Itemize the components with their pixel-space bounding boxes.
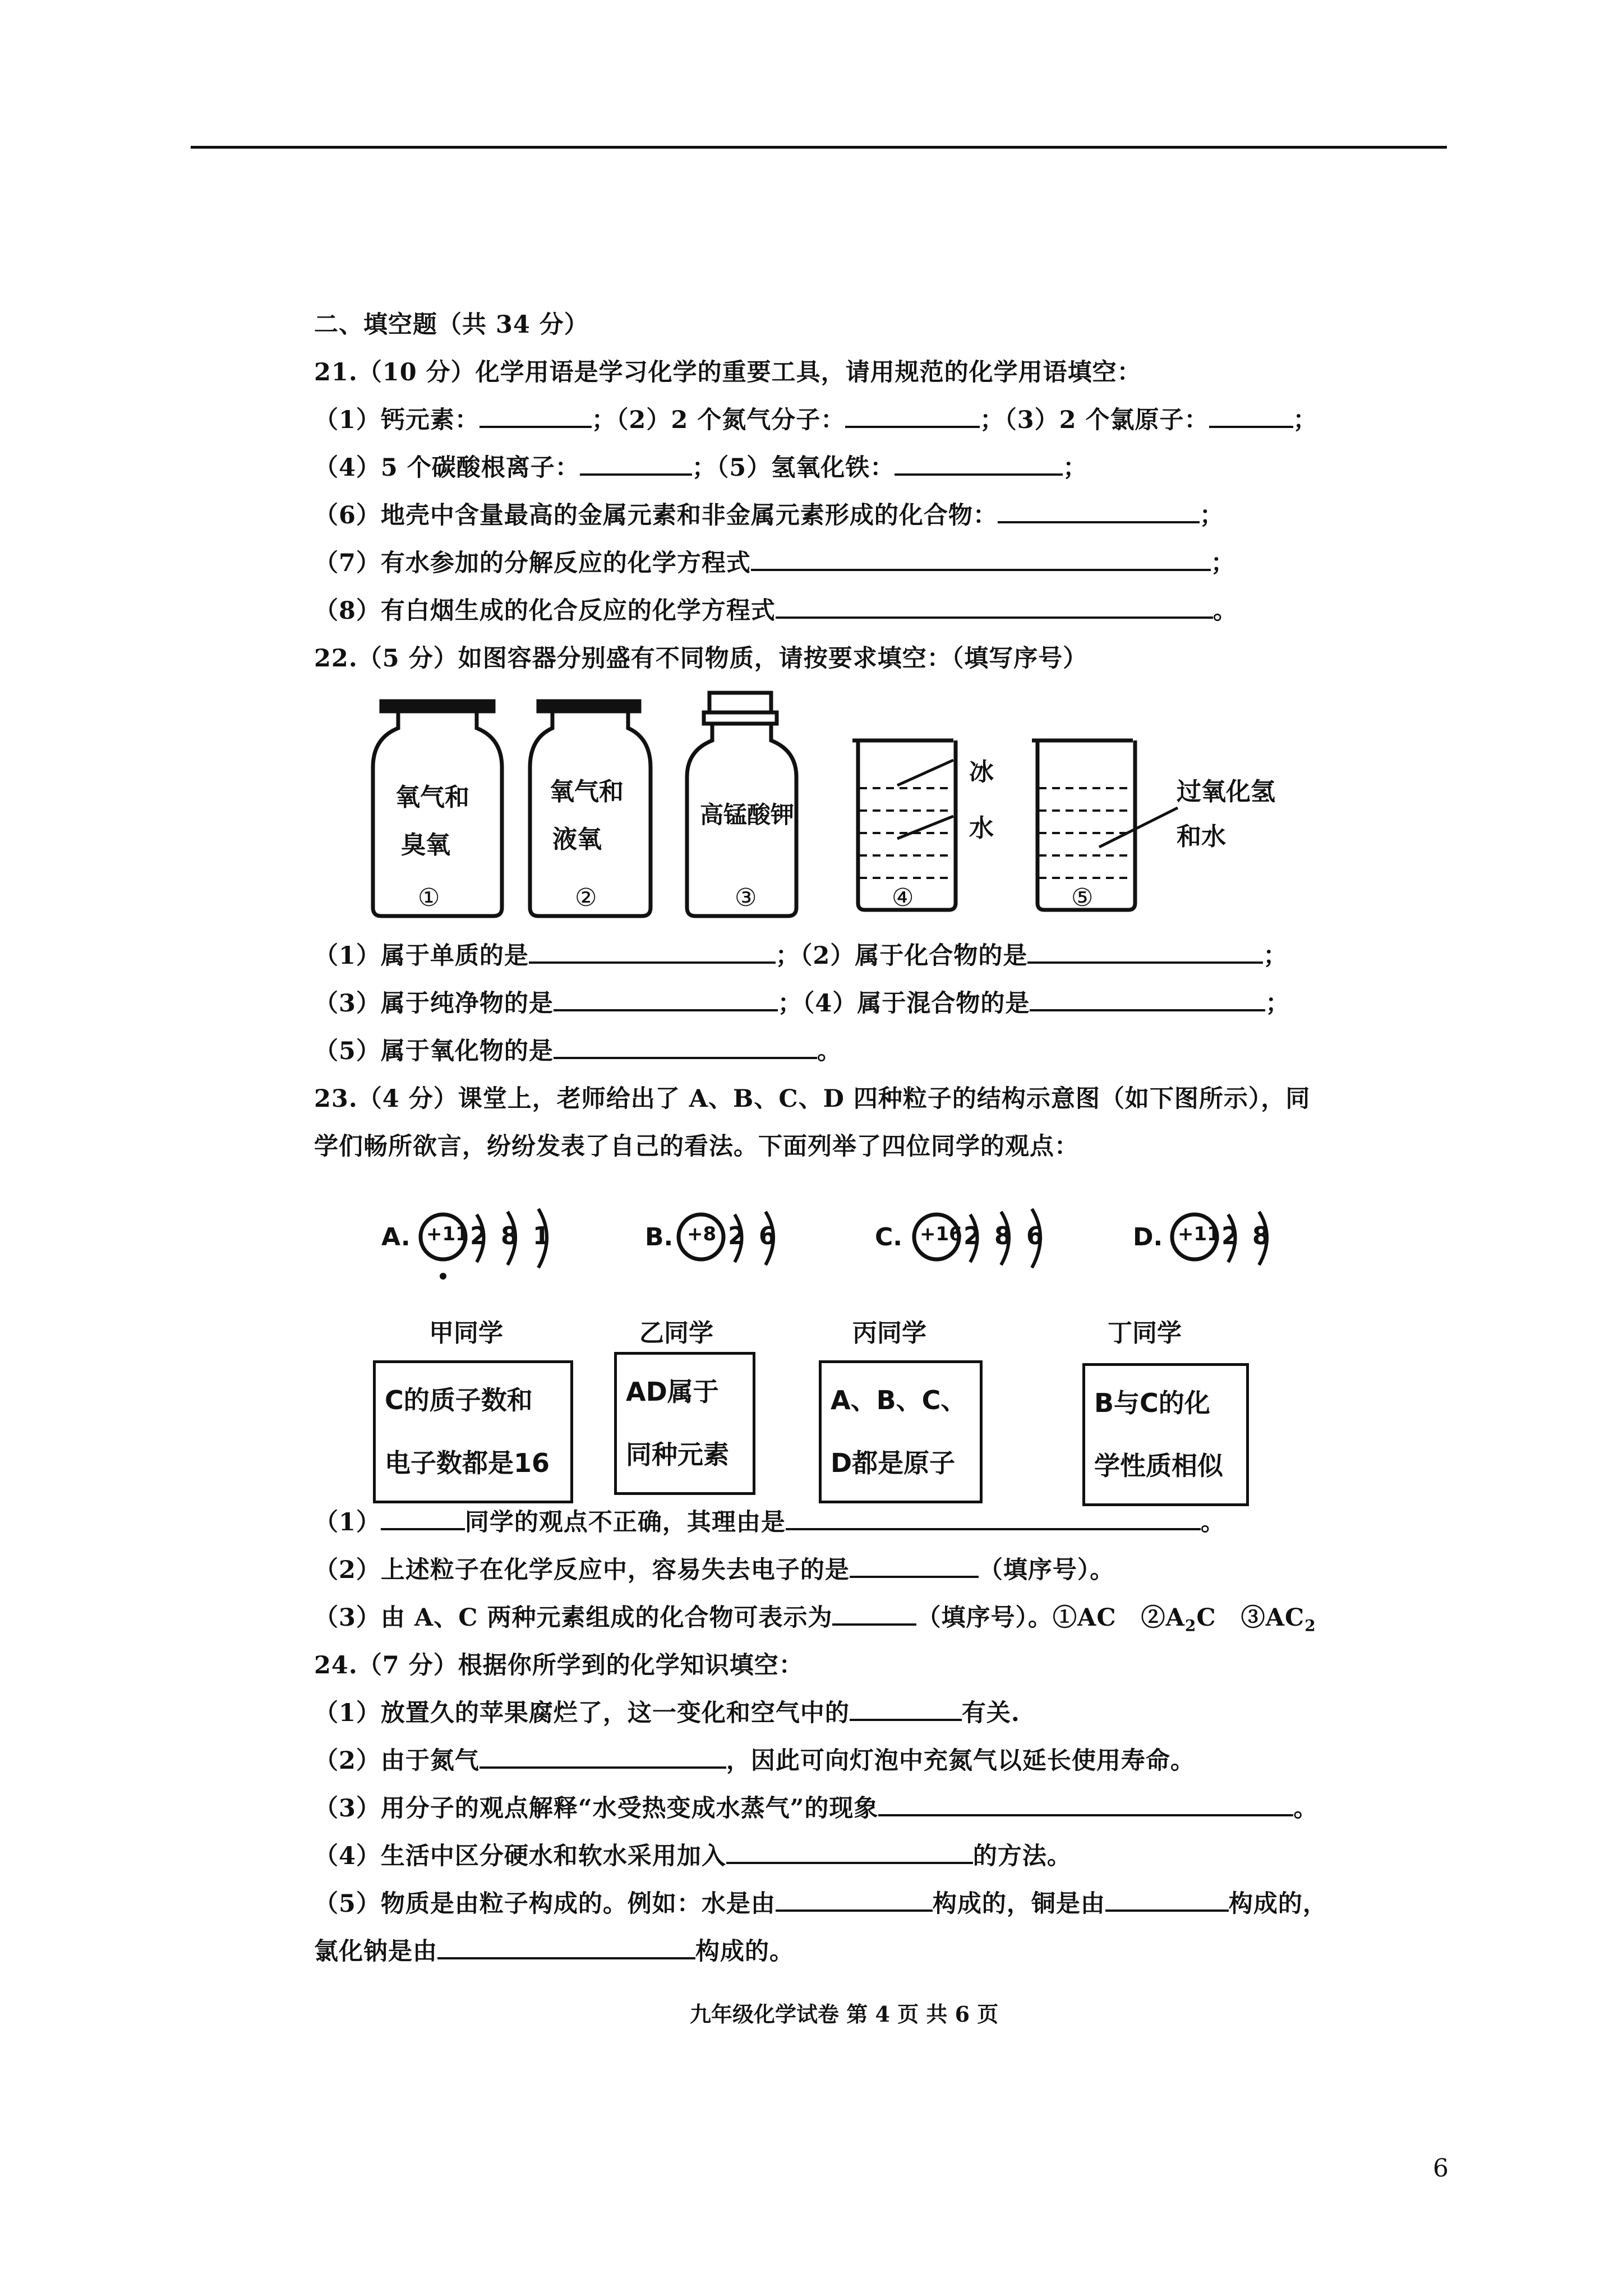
container-1-label-2: 臭氧 bbox=[401, 831, 450, 859]
container-4-label-water: 水 bbox=[969, 814, 994, 843]
particle-a-shell-3: 1 bbox=[533, 1222, 550, 1250]
student-jia-name: 甲同学 bbox=[429, 1319, 503, 1347]
container-5-label-2: 和水 bbox=[1177, 822, 1226, 851]
particle-diagrams bbox=[370, 1200, 1324, 1290]
container-5-label-1: 过氧化氢 bbox=[1177, 777, 1275, 806]
page-footer: 九年级化学试卷 第 4 页 共 6 页 bbox=[690, 2001, 999, 2027]
container-2-label-2: 液氧 bbox=[552, 825, 602, 854]
particle-c-label: C. bbox=[875, 1223, 903, 1251]
answer-blank[interactable] bbox=[786, 1509, 1201, 1530]
answer-blank[interactable] bbox=[554, 1038, 817, 1059]
particle-b-label: B. bbox=[645, 1223, 674, 1251]
particle-a-shell-1: 2 bbox=[470, 1222, 487, 1250]
answer-blank[interactable] bbox=[845, 407, 980, 428]
answer-blank[interactable] bbox=[1027, 942, 1263, 964]
answer-blank[interactable] bbox=[1030, 990, 1265, 1011]
particle-b-shell-2: 6 bbox=[759, 1222, 776, 1250]
q24-row2: （2）由于氮气 ，因此可向灯泡中充氮气以延长使用寿命。 bbox=[314, 1747, 1195, 1775]
q21-row5: （8）有白烟生成的化合反应的化学方程式 。 bbox=[314, 597, 1238, 625]
container-5-number: ⑤ bbox=[1071, 884, 1094, 912]
q21-row3: （6）地壳中含量最高的金属元素和非金属元素形成的化合物： ； bbox=[314, 501, 1224, 530]
section-title: 二、填空题（共 34 分） bbox=[314, 311, 589, 339]
particle-c-shell-2: 8 bbox=[994, 1222, 1012, 1250]
q22-row2: （3）属于纯净物的是 ；（4）属于混合物的是 ； bbox=[314, 990, 1290, 1018]
particle-c-shell-1: 2 bbox=[963, 1222, 981, 1250]
particle-c-nucleus: +16 bbox=[920, 1223, 962, 1245]
particle-d-shell-1: 2 bbox=[1221, 1222, 1239, 1250]
student-yi-box: AD属于 同种元素 bbox=[614, 1352, 755, 1495]
answer-blank[interactable] bbox=[479, 1747, 726, 1769]
answer-blank[interactable] bbox=[580, 454, 692, 476]
particle-a-nucleus: +11 bbox=[426, 1223, 469, 1245]
answer-blank[interactable] bbox=[776, 597, 1213, 619]
q23-intro-1: 23.（4 分）课堂上，老师给出了 A、B、C、D 四种粒子的结构示意图（如下图所示），同 bbox=[314, 1085, 1311, 1113]
q23-row2: （2）上述粒子在化学反应中，容易失去电子的是 （填序号）。 bbox=[314, 1556, 1115, 1584]
q23-row1: （1） 同学的观点不正确，其理由是 。 bbox=[314, 1508, 1225, 1536]
q23-intro-2: 学们畅所欲言，纷纷发表了自己的看法。下面列举了四位同学的观点： bbox=[314, 1133, 1079, 1161]
q24-row5: （5）物质是由粒子构成的。例如：水是由 构成的，铜是由 构成的， bbox=[314, 1890, 1327, 1918]
beaker-5-icon bbox=[1032, 740, 1178, 910]
particle-c-shell-3: 6 bbox=[1026, 1222, 1044, 1250]
q24-row1: （1）放置久的苹果腐烂了，这一变化和空气中的 有关. bbox=[314, 1699, 1020, 1727]
answer-blank[interactable] bbox=[878, 1795, 1293, 1816]
particle-d-nucleus: +11 bbox=[1178, 1223, 1220, 1245]
container-3-label: 高锰酸钾 bbox=[700, 801, 795, 829]
q23-row3: （3）由 A、C 两种元素组成的化合物可表示为 （填序号）。①AC $②A_2C$ $③AC_2$ bbox=[314, 1604, 1316, 1635]
answer-blank[interactable] bbox=[437, 1938, 695, 1959]
q24-row3: （3）用分子的观点解释“水受热变成水蒸气”的现象 。 bbox=[314, 1795, 1318, 1823]
answer-blank[interactable] bbox=[726, 1843, 973, 1864]
student-ding-box: B与C的化 学性质相似 bbox=[1082, 1363, 1249, 1506]
student-bing-box: A、B、C、 D都是原子 bbox=[819, 1360, 983, 1503]
answer-blank[interactable] bbox=[776, 1890, 933, 1912]
particle-d-label: D. bbox=[1133, 1223, 1163, 1251]
q24-row6: 氯化钠是由 构成的。 bbox=[314, 1938, 794, 1966]
answer-blank[interactable] bbox=[895, 454, 1063, 476]
answer-blank[interactable] bbox=[998, 502, 1200, 523]
particle-a-icon bbox=[415, 1200, 583, 1290]
q24-row4: （4）生活中区分硬水和软水采用加入 的方法。 bbox=[314, 1842, 1072, 1870]
particle-a-label: A. bbox=[381, 1223, 411, 1251]
answer-blank[interactable] bbox=[529, 942, 776, 964]
top-rule bbox=[191, 146, 1447, 149]
container-3-number: ③ bbox=[735, 884, 757, 912]
answer-blank[interactable] bbox=[381, 1509, 465, 1530]
particle-a-shell-2: 8 bbox=[501, 1222, 518, 1250]
q24-intro: 24.（7 分）根据你所学到的化学知识填空： bbox=[314, 1651, 804, 1680]
particle-b-nucleus: +8 bbox=[687, 1223, 717, 1245]
answer-blank[interactable] bbox=[751, 550, 1211, 571]
answer-blank[interactable] bbox=[850, 1557, 979, 1578]
q21-row2: （4）5 个碳酸根离子： ；（5）氢氧化铁： ； bbox=[314, 454, 1088, 482]
container-2-number: ② bbox=[575, 884, 597, 912]
container-1-label-1: 氧气和 bbox=[395, 783, 469, 812]
q22-row1: （1）属于单质的是 ；（2）属于化合物的是 ； bbox=[314, 942, 1288, 970]
answer-blank[interactable] bbox=[1105, 1890, 1229, 1912]
container-4-label-ice: 冰 bbox=[969, 758, 994, 786]
answer-blank[interactable] bbox=[479, 407, 592, 428]
containers-diagram bbox=[359, 690, 1312, 926]
particle-d-shell-2: 8 bbox=[1252, 1222, 1270, 1250]
answer-blank[interactable] bbox=[554, 990, 778, 1011]
particle-b-shell-1: 2 bbox=[728, 1222, 745, 1250]
student-bing-name: 丙同学 bbox=[852, 1319, 926, 1347]
q21-intro: 21.（10 分）化学用语是学习化学的重要工具，请用规范的化学用语填空： bbox=[314, 358, 1142, 386]
q22-row3: （5）属于氧化物的是 。 bbox=[314, 1037, 842, 1065]
answer-blank[interactable] bbox=[850, 1700, 962, 1721]
container-1-number: ① bbox=[418, 884, 440, 912]
q21-row1: （1）钙元素： ；（2）2 个氮气分子： ；（3）2 个氯原子： ； bbox=[314, 406, 1318, 434]
q21-row4: （7）有水参加的分解反应的化学方程式 ； bbox=[314, 549, 1235, 577]
q22-intro: 22.（5 分）如图容器分别盛有不同物质，请按要求填空：（填写序号） bbox=[314, 645, 1088, 673]
student-jia-box: C的质子数和 电子数都是16 bbox=[373, 1360, 573, 1503]
student-ding-name: 丁同学 bbox=[1108, 1319, 1182, 1347]
particle-c-icon bbox=[909, 1200, 1077, 1290]
container-4-number: ④ bbox=[892, 884, 914, 912]
page-number: 6 bbox=[1433, 2154, 1449, 2183]
student-yi-name: 乙同学 bbox=[639, 1319, 713, 1347]
answer-blank[interactable] bbox=[832, 1604, 916, 1626]
answer-blank[interactable] bbox=[1209, 407, 1293, 428]
container-2-label-1: 氧气和 bbox=[550, 777, 624, 806]
